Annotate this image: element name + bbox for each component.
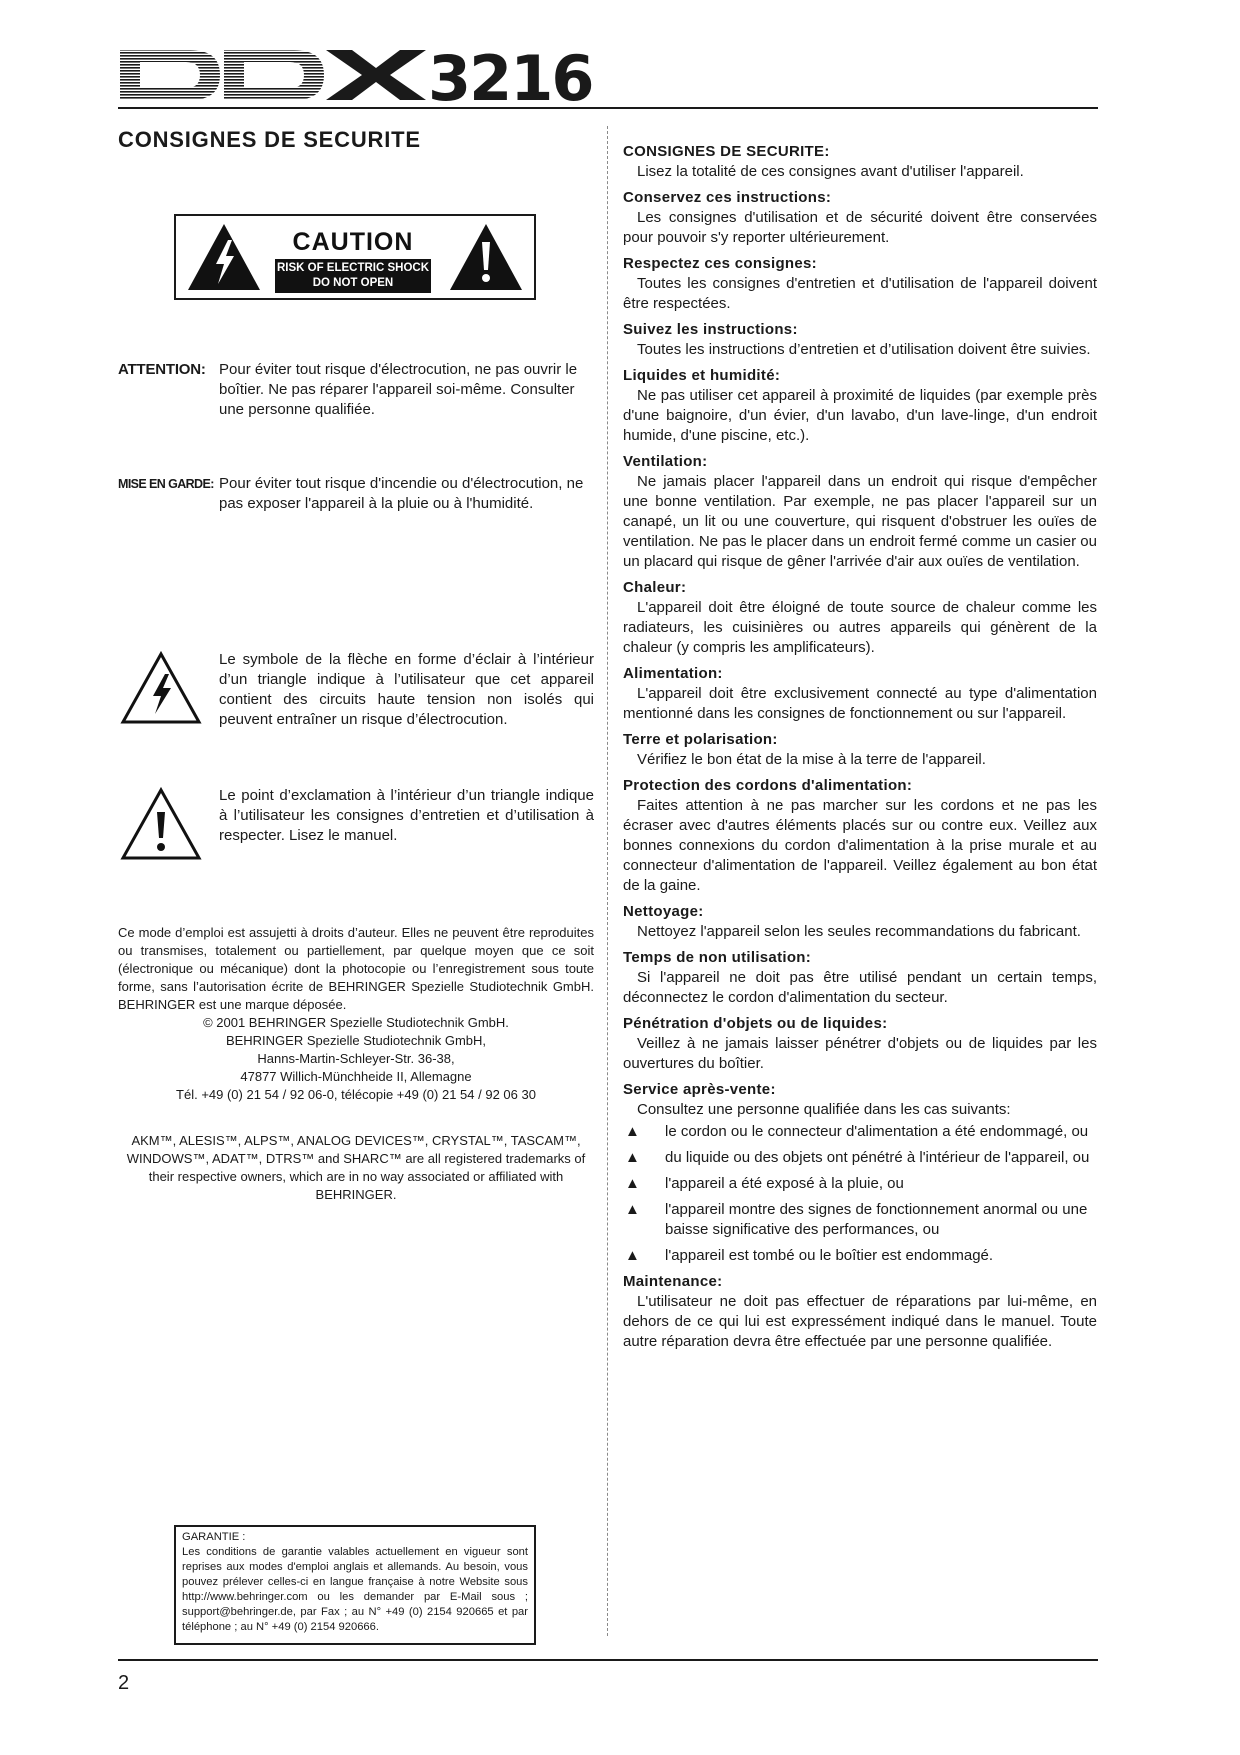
section-heading: Service après-vente: [623,1081,776,1098]
section-penetration [623,1014,1097,1074]
exclamation-symbol-text: Le point d’exclamation à l’intérieur d’un triangle indique à l’utilisateur les consignes d’entretien et d’utilisation à respecter. Lisez le manuel. [219,787,594,844]
address-street: Hanns-Martin-Schleyer-Str. 36-38, [257,1051,455,1066]
section-body: Ne jamais placer l'appareil dans un endroit qui risque d'empêcher une bonne ventilation. Par exemple, ne pas placer l'appareil sur un canapé, un lit ou une couverture, qui risquent d'obstruer les ouïes de ventilation. Ne pas le placer dans un endroit fermé comme un casier ou un placard qui risque de gêner l'arrivée d'air aux ouïes de ventilation. [623,473,1097,570]
guarantee-box [174,1525,536,1645]
section-heading: Chaleur: [623,579,687,596]
company-name-line: BEHRINGER Spezielle Studiotechnik GmbH, [225,1033,487,1048]
list-item-text: l'appareil montre des signes de fonctionnement anormal ou une baisse significative des performances, ou [665,1201,1088,1238]
safety-instructions [623,142,1097,1358]
section-body: Lisez la totalité de ces consignes avant d'utiliser l'appareil. [637,163,1024,180]
section-terre [623,730,1097,770]
phone-fax-line: Tél. +49 (0) 21 54 / 92 06-0, télécopie +49 (0) 21 54 / 92 06 30 [176,1087,536,1102]
section-body: L'appareil doit être exclusivement connecté au type d'alimentation mentionné dans les consignes de fonctionnement ou sur l'appareil. [623,685,1097,722]
section-body: Si l'appareil ne doit pas être utilisé pendant un certain temps, déconnectez le cordon d'alimentation du secteur. [623,969,1097,1006]
section-suivez [623,320,1097,360]
lightning-triangle-icon [120,650,202,726]
section-maintenance [623,1272,1097,1352]
section-heading: Pénétration d'objets ou de liquides: [623,1015,888,1032]
section-body: Faites attention à ne pas marcher sur les cordons et ne pas les écraser avec d'autres éléments placés sur ou contre eux. Veillez aux bonnes connexions du cordon d'alimentation à la prise murale et au connecteur d'alimentation de l'appareil. Veillez également au bon état de la gaine. [623,797,1097,894]
exclamation-triangle-icon [120,786,202,862]
section-liquides [623,366,1097,446]
bullet-triangle-icon: ▲ [625,1201,640,1218]
bullet-triangle-icon: ▲ [625,1175,640,1192]
section-heading: Terre et polarisation: [623,731,778,748]
copyright-notice [118,924,594,1104]
section-body: Ne pas utiliser cet appareil à proximité de liquides (par exemple près d'une baignoire, d'un évier, d'un lavabo, d'un lave-linge, d'un endroit humide, d'une piscine, etc.). [623,387,1097,444]
guarantee-text: Les conditions de garantie valables actuellement en vigueur sont reprises aux modes d'emploi anglais et allemands. Au besoin, vous pouvez prélever celles-ci en langue française à notre Website sous http://www.behringer.com ou les demander par E-Mail sous ; support@behringer.de, par Fax ; au N° +49 (0) 2154 920665 et par téléphone ; au N° +49 (0) 2154 920666. [182,1546,528,1633]
guarantee-title: GARANTIE : [182,1531,246,1543]
mise-en-garde-text: Pour éviter tout risque d'incendie ou d'électrocution, ne pas exposer l'appareil à la pluie ou à l'humidité. [219,475,584,512]
section-body: Les consignes d'utilisation et de sécurité doivent être conservées pour pouvoir s'y reporter ultérieurement. [623,209,1097,246]
header-rule [118,107,1098,109]
section-heading: Liquides et humidité: [623,367,781,384]
footer-rule [118,1659,1098,1661]
list-item [623,1200,1097,1240]
section-body: Toutes les instructions d’entretien et d’utilisation doivent être suivies. [637,341,1091,358]
ddx3216-logo [120,46,598,104]
list-item-text: l'appareil a été exposé à la pluie, ou [665,1175,904,1192]
section-nettoyage [623,902,1097,942]
section-body: Veillez à ne jamais laisser pénétrer d'objets ou de liquides par les ouvertures du boîtier. [623,1035,1097,1072]
caution-word: CAUTION [275,228,431,256]
trademarks-notice: AKM™, ALESIS™, ALPS™, ANALOG DEVICES™, CRYSTAL™, TASCAM™, WINDOWS™, ADAT™, DTRS™ and SHARC™ are all registered trademarks of their respective owners, which are in no way associated or affiliated with BEHRINGER. [126,1133,586,1202]
list-item [623,1122,1097,1142]
lightning-warning-icon [186,222,262,292]
lightning-symbol-explanation [118,650,594,730]
column-divider [607,126,608,1636]
caution-subtext [275,259,431,293]
section-heading: Nettoyage: [623,903,704,920]
exclamation-warning-icon [448,222,524,292]
lightning-symbol-text: Le symbole de la flèche en forme d’éclair à l’intérieur d’un triangle indique à l’utilisateur que cet appareil contient des circuits haute tension non isolés qui peuvent entraîner un risque d’électrocution. [219,651,594,728]
section-heading: Suivez les instructions: [623,321,798,338]
attention-notice [118,360,594,420]
address-city: 47877 Willich-Münchheide II, Allemagne [240,1069,472,1084]
section-body: Nettoyez l'appareil selon les seules recommandations du fabricant. [637,923,1081,940]
section-conservez [623,188,1097,248]
exclamation-symbol-explanation [118,786,594,846]
bullet-triangle-icon: ▲ [625,1123,640,1140]
section-body: L'appareil doit être éloigné de toute source de chaleur comme les radiateurs, les cuisinières ou autres appareils qui génèrent de la chaleur (y compris les amplificateurs). [623,599,1097,656]
page-title: CONSIGNES DE SECURITE [118,127,421,152]
section-non-utilisation [623,948,1097,1008]
section-heading: Respectez ces consignes: [623,255,817,272]
section-body: Toutes les consignes d'entretien et d'utilisation de l'appareil doivent être respectées. [623,275,1097,312]
bullet-triangle-icon: ▲ [625,1247,640,1264]
caution-label [174,214,536,300]
attention-text: Pour éviter tout risque d'électrocution, ne pas ouvrir le boîtier. Ne pas réparer l'appareil soi-même. Consulter une personne qualifiée. [219,361,578,418]
section-heading: Alimentation: [623,665,723,682]
section-body: Vérifiez le bon état de la mise à la terre de l'appareil. [637,751,986,768]
section-body: L'utilisateur ne doit pas effectuer de réparations par lui-même, en dehors de ce qui lui est expressément indiqué dans le manuel. Toute autre réparation devra être effectuée par une personne qualifiée. [623,1293,1097,1350]
mise-en-garde-notice [118,474,594,514]
section-respectez [623,254,1097,314]
list-item [623,1148,1097,1168]
list-item-text: du liquide ou des objets ont pénétré à l'intérieur de l'appareil, ou [665,1149,1090,1166]
section-chaleur [623,578,1097,658]
svg-text:3216: 3216 [428,46,593,104]
attention-label: ATTENTION: [118,361,206,378]
service-conditions-list [623,1122,1097,1266]
section-heading: Temps de non utilisation: [623,949,812,966]
section-heading: Protection des cordons d'alimentation: [623,777,913,794]
mise-en-garde-label: MISE EN GARDE: [118,477,214,491]
list-item-text: l'appareil est tombé ou le boîtier est endommagé. [665,1247,994,1264]
section-body: Consultez une personne qualifiée dans les cas suivants: [637,1101,1011,1118]
caution-line-1: RISK OF ELECTRIC SHOCK [276,262,430,274]
caution-line-2: DO NOT OPEN [312,277,394,289]
section-ventilation [623,452,1097,572]
section-service [623,1080,1097,1266]
list-item [623,1174,1097,1194]
copyright-line-1: © 2001 BEHRINGER Spezielle Studiotechnik GmbH. [203,1015,509,1030]
list-item [623,1246,1097,1266]
section-heading: Ventilation: [623,453,708,470]
page-number: 2 [118,1672,130,1694]
copyright-paragraph: Ce mode d’emploi est assujetti à droits d’auteur. Elles ne peuvent être reproduites ou transmises, totalement ou partiellement, par quelque moyen que ce soit (électronique ou mécanique) dont la photocopie ou l’enregistrement sous toute forme, sans l’autorisation écrite de BEHRINGER Spezielle Studiotechnik GmbH. BEHRINGER est une marque déposée. [118,925,594,1012]
section-heading: Maintenance: [623,1273,723,1290]
section-heading: Conservez ces instructions: [623,189,832,206]
section-consignes [623,142,1097,182]
section-protection-cordons [623,776,1097,896]
section-alimentation [623,664,1097,724]
bullet-triangle-icon: ▲ [625,1149,640,1166]
list-item-text: le cordon ou le connecteur d'alimentation a été endommagé, ou [665,1123,1089,1140]
section-heading: CONSIGNES DE SECURITE: [623,143,830,160]
